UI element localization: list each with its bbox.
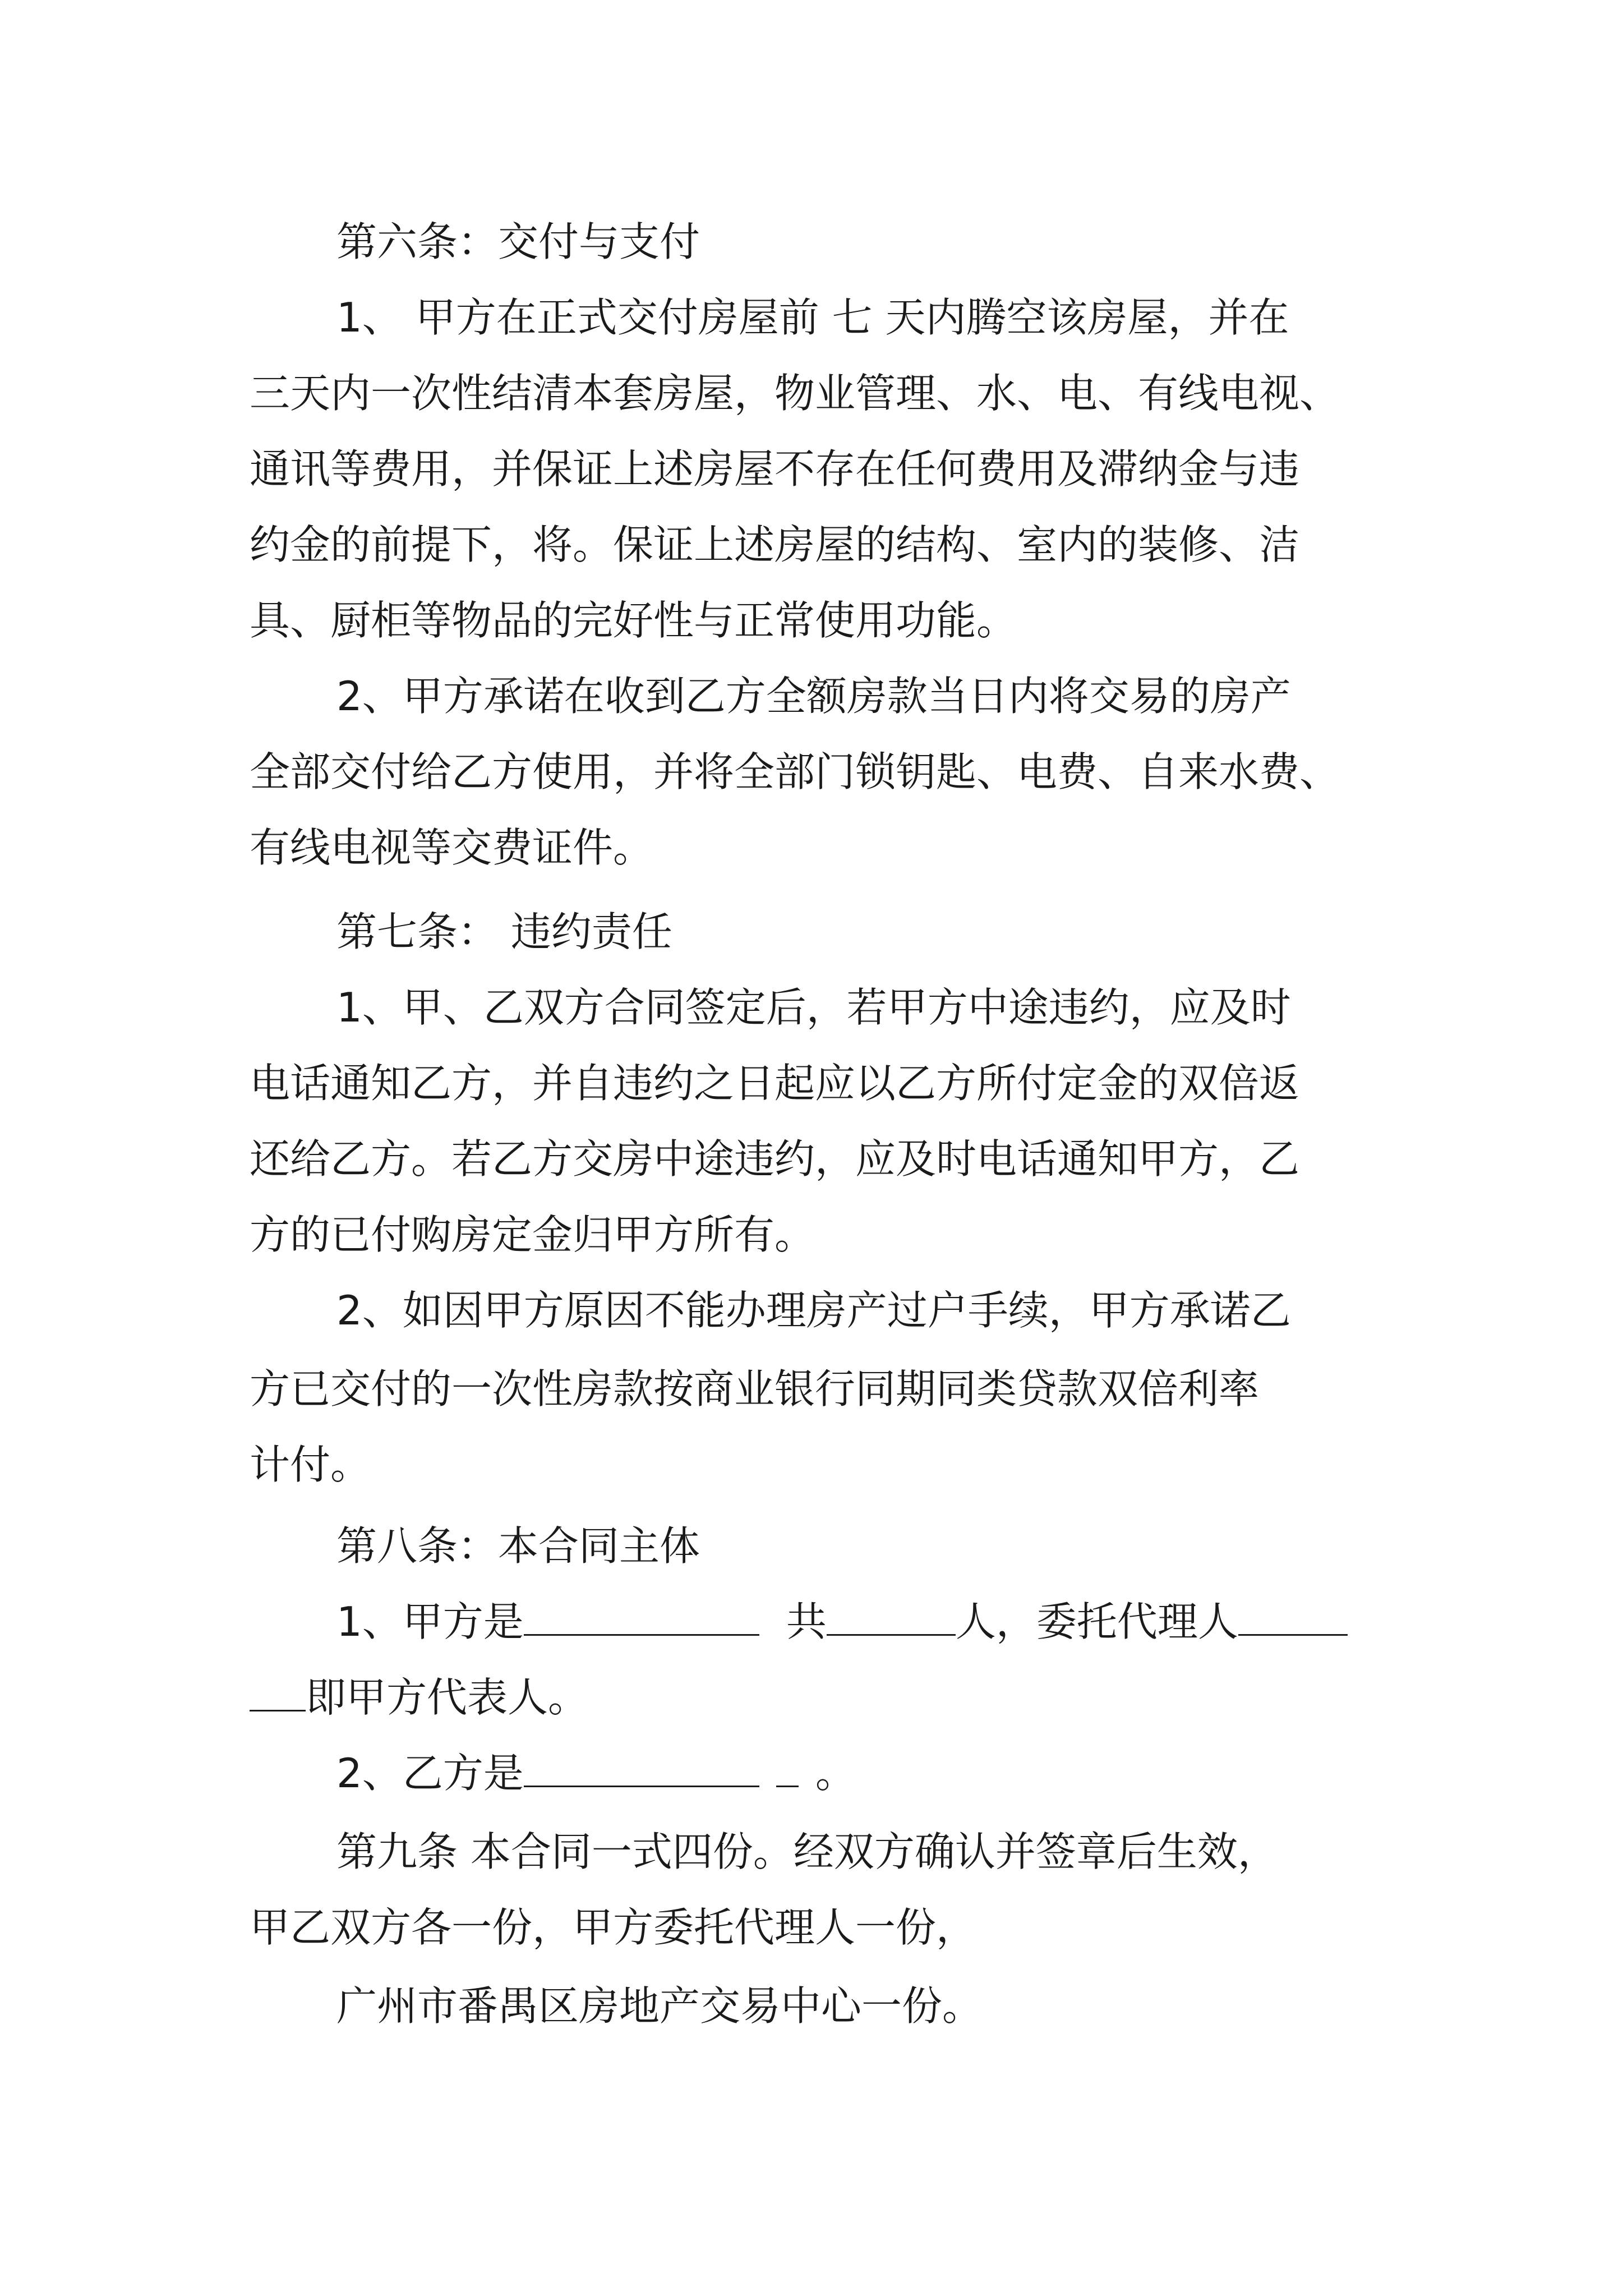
party-a-count-blank — [827, 1602, 956, 1636]
agent-name-blank — [1238, 1602, 1348, 1636]
representative-text: 即甲方代表人。 — [306, 1674, 589, 1721]
article-7-clause-1-line-1: 1、甲、乙双方合同签定后，若甲方中途违约，应及时 — [336, 984, 1291, 1031]
agent-label: 人，委托代理人 — [955, 1598, 1238, 1645]
article-6-clause-2-line-3: 有线电视等交费证件。 — [250, 824, 654, 871]
article-7-clause-1-line-3: 还给乙方。若乙方交房中途违约，应及时电话通知甲方，乙 — [250, 1135, 1300, 1182]
article-7-clause-1-line-4: 方的已付购房定金归甲方所有。 — [250, 1211, 815, 1258]
article-8-clause-1-line-1 — [336, 1598, 1348, 1645]
article-6-clause-1-line-4: 约金的前提下，将。保证上述房屋的结构、室内的装修、洁 — [250, 521, 1300, 568]
article-7-clause-2-line-1: 2、如因甲方原因不能办理房产过户手续，甲方承诺乙 — [336, 1287, 1291, 1334]
party-a-count-label: 共 — [786, 1598, 827, 1645]
article-6-clause-1-line-3: 通讯等费用，并保证上述房屋不存在任何费用及滞纳金与违 — [250, 445, 1300, 493]
article-9-line-2: 甲乙双方各一份，甲方委托代理人一份， — [250, 1904, 977, 1951]
party-b-label: 2、乙方是 — [336, 1750, 524, 1797]
party-a-label: 1、甲方是 — [336, 1598, 524, 1645]
party-a-name-blank — [524, 1602, 759, 1636]
article-6-clause-1-line-2: 三天内一次性结清本套房屋，物业管理、水、电、有线电视、 — [250, 370, 1340, 417]
article-8-clause-1-line-2 — [250, 1674, 589, 1721]
article-8-clause-2-line-1 — [336, 1750, 856, 1797]
article-7-clause-1-line-2: 电话通知乙方，并自违约之日起应以乙方所付定金的双倍返 — [250, 1060, 1300, 1107]
article-7-clause-2-line-3: 计付。 — [250, 1441, 371, 1488]
article-6-clause-1-line-1: 1、 甲方在正式交付房屋前 七 天内腾空该房屋，并在 — [336, 294, 1289, 341]
article-7-heading: 第七条： 违约责任 — [336, 908, 672, 955]
party-b-name-blank — [524, 1753, 759, 1787]
agent-name-blank-continued — [250, 1677, 306, 1711]
article-6-clause-2-line-1: 2、甲方承诺在收到乙方全额房款当日内将交易的房产 — [336, 673, 1291, 720]
article-6-clause-2-line-2: 全部交付给乙方使用，并将全部门锁钥匙、电费、自来水费、 — [250, 748, 1340, 795]
article-6-heading: 第六条：交付与支付 — [336, 218, 700, 265]
party-b-period: 。 — [815, 1750, 856, 1797]
article-9-line-3: 广州市番禺区房地产交易中心一份。 — [336, 1982, 983, 2030]
article-6-clause-1-line-5: 具、厨柜等物品的完好性与正常使用功能。 — [250, 597, 1017, 644]
article-7-clause-2-line-2: 方已交付的一次性房款按商业银行同期同类贷款双倍利率 — [250, 1365, 1260, 1412]
article-8-heading: 第八条：本合同主体 — [336, 1522, 700, 1570]
party-b-name-blank-tail — [776, 1753, 799, 1787]
article-9-line-1: 第九条 本合同一式四份。经双方确认并签章后生效， — [336, 1828, 1278, 1875]
